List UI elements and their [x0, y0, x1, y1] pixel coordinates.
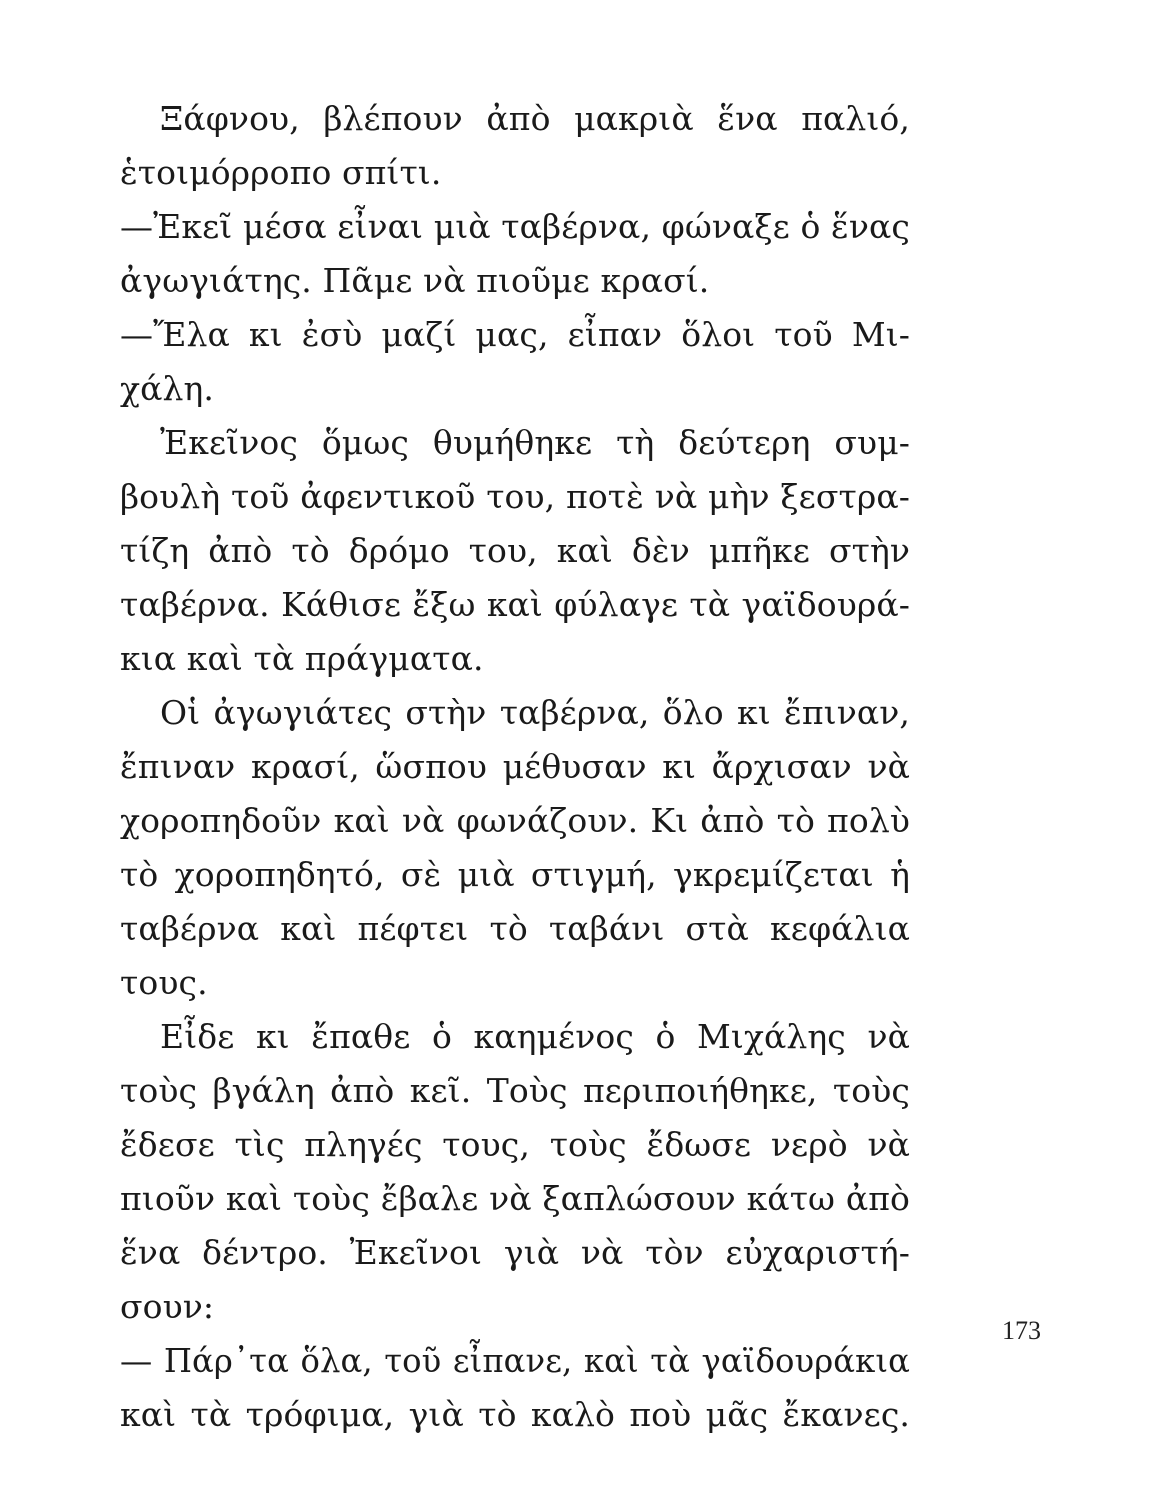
text-line: ἕνα δέντρο. Ἐκεῖνοι γιὰ νὰ τὸν εὐχαριστή-	[120, 1233, 910, 1272]
text-line: σουν:	[120, 1287, 215, 1326]
text-line: κια καὶ τὰ πράγματα.	[120, 639, 484, 678]
text-line: ἔπιναν κρασί, ὥσπου μέθυσαν κι ἄρχισαν νὰ	[120, 747, 910, 786]
text-line: Οἱ ἀγωγιάτες στὴν ταβέρνα, ὅλο κι ἔπιναν,	[160, 693, 910, 732]
text-line: τους.	[120, 963, 208, 1002]
text-line: Ἐκεῖνος ὅμως θυμήθηκε τὴ δεύτερη συμ-	[160, 423, 910, 462]
text-line: τίζη ἀπὸ τὸ δρόμο του, καὶ δὲν μπῆκε στὴν	[120, 531, 910, 570]
text-line: τὸ χοροπηδητό, σὲ μιὰ στιγμή, γκρεμίζεται ἡ	[120, 855, 910, 894]
text-line: ἀγωγιάτης. Πᾶμε νὰ πιοῦμε κρασί.	[120, 261, 710, 300]
body-text	[120, 92, 910, 1442]
text-line: βουλὴ τοῦ ἀφεντικοῦ του, ποτὲ νὰ μὴν ξεστρα-	[120, 477, 910, 516]
text-line: —Ἔλα κι ἐσὺ μαζί μας, εἶπαν ὅλοι τοῦ Μι-	[120, 315, 910, 354]
text-line: Ξάφνου, βλέπουν ἀπὸ μακριὰ ἕνα παλιό,	[160, 99, 910, 138]
text-line: — Πάρ᾽τα ὅλα, τοῦ εἶπανε, καὶ τὰ γαϊδουράκια	[120, 1342, 910, 1380]
text-line: ταβέρνα καὶ πέφτει τὸ ταβάνι στὰ κεφάλια	[120, 909, 910, 948]
text-line: —Ἐκεῖ μέσα εἶναι μιὰ ταβέρνα, φώναξε ὁ ἕνας	[120, 207, 910, 246]
text-line: τοὺς βγάλη ἀπὸ κεῖ. Τοὺς περιποιήθηκε, τοὺς	[120, 1071, 910, 1110]
text-line: πιοῦν καὶ τοὺς ἔβαλε νὰ ξαπλώσουν κάτω ἀπὸ	[120, 1179, 910, 1218]
page-number: 173	[1002, 1316, 1041, 1345]
text-line: χοροπηδοῦν καὶ νὰ φωνάζουν. Κι ἀπὸ τὸ πολὺ	[120, 801, 910, 840]
text-line: καὶ τὰ τρόφιμα, γιὰ τὸ καλὸ ποὺ μᾶς ἔκανες.	[120, 1395, 910, 1434]
text-line: ἔδεσε τὶς πληγές τους, τοὺς ἔδωσε νερὸ νὰ	[120, 1125, 910, 1164]
text-line: ἑτοιμόρροπο σπίτι.	[120, 153, 442, 192]
text-line: Εἶδε κι ἔπαθε ὁ καημένος ὁ Μιχάλης νὰ	[160, 1017, 910, 1056]
text-line: ταβέρνα. Κάθισε ἔξω καὶ φύλαγε τὰ γαϊδουρά-	[120, 585, 910, 624]
text-line: χάλη.	[120, 369, 214, 408]
